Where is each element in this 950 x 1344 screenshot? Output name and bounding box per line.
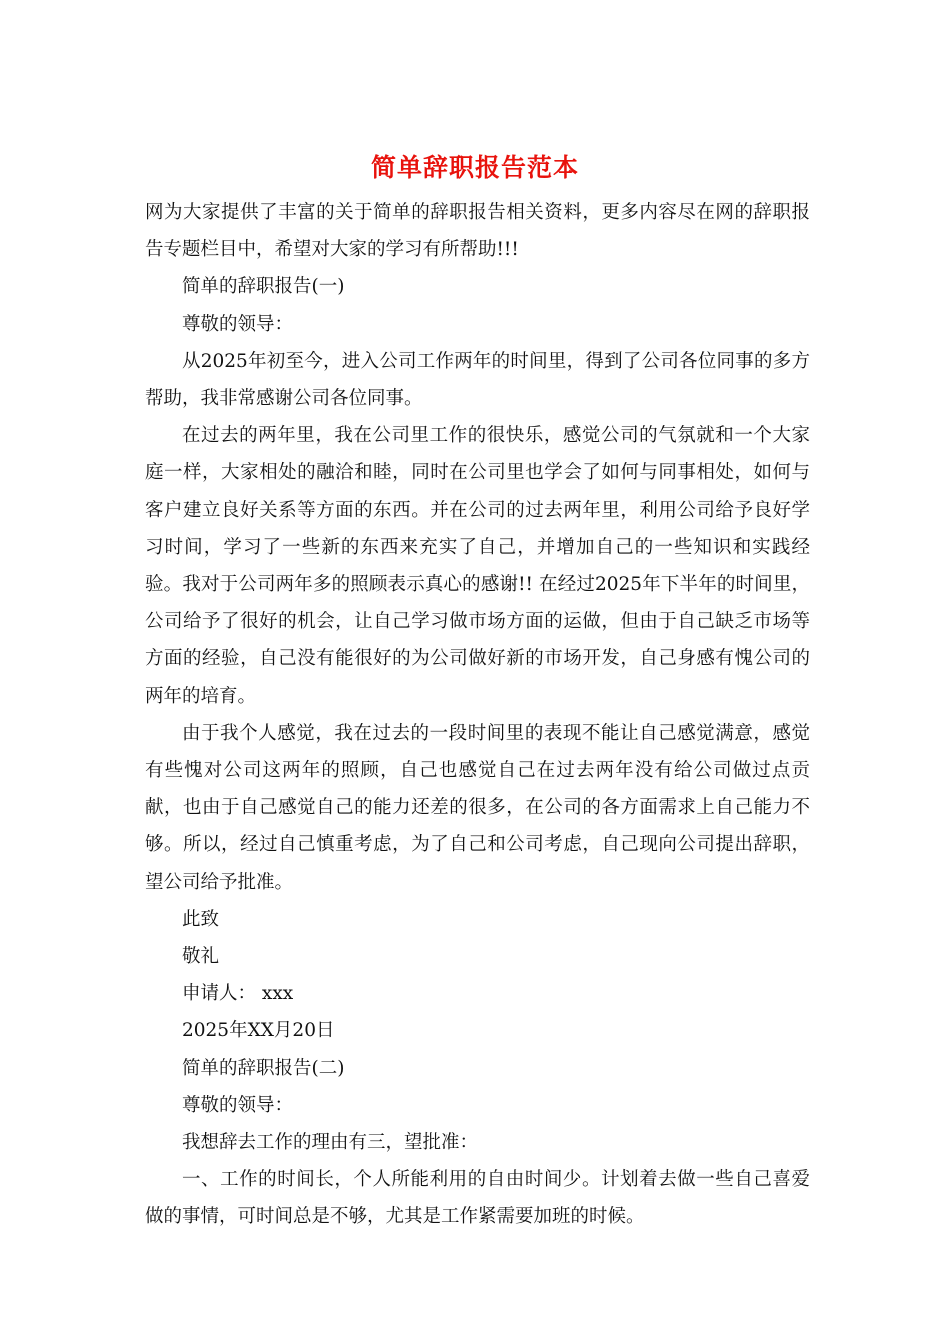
paragraph: 网为大家提供了丰富的关于简单的辞职报告相关资料，更多内容尽在网的辞职报告专题栏目中，希望对大家的学习有所帮助!!! [145,202,810,261]
paragraph: 简单的辞职报告(二) [182,1057,345,1079]
paragraph: 从2025年初至今，进入公司工作两年的时间里，得到了公司各位同事的多方帮助，我非常感谢公司各位同事。 [145,350,810,410]
document-title: 简单辞职报告范本 [370,153,579,182]
paragraph: 简单的辞职报告(一) [182,276,345,298]
document-body [145,194,810,1236]
paragraph: 敬礼 [182,946,220,968]
paragraph: 一、工作的时间长，个人所能利用的自由时间少。计划着去做一些自己喜爱做的事情，可时间总是不够，尤其是工作紧需要加班的时候。 [145,1169,810,1228]
paragraph: 在过去的两年里，我在公司里工作的很快乐，感觉公司的气氛就和一个大家庭一样，大家相处的融洽和睦，同时在公司里也学会了如何与同事相处，如何与客户建立良好关系等方面的东西。并在公司的过去两年里，利用公司给予良好学习时间，学习了一些新的东西来充实了自己，并增加自己的一些知识和实践经验。我对于公司两年多的照顾表示真心的感谢!! 在经过2025年下半年的时间里，公司给予了很好的机会，让自己学习做市场方面的运做，但由于自己缺乏市场等方面的经验，自己没有能很好的为公司做好新的市场开发，自己身感有愧公司的两年的培育。 [145,425,810,707]
paragraph: 尊敬的领导： [182,313,294,335]
paragraph: 我想辞去工作的理由有三，望批准： [182,1132,479,1154]
paragraph: 由于我个人感觉，我在过去的一段时间里的表现不能让自己感觉满意，感觉有些愧对公司这两年的照顾，自己也感觉自己在过去两年没有给公司做过点贡献，也由于自己感觉自己的能力还差的很多，在公司的各方面需求上自己能力不够。所以，经过自己慎重考虑，为了自己和公司考虑，自己现向公司提出辞职，望公司给予批准。 [145,722,810,893]
paragraph: 2025年XX月20日 [182,1020,335,1042]
paragraph: 尊敬的领导： [182,1094,294,1116]
paragraph: 申请人： xxx [182,983,294,1005]
paragraph: 此致 [182,908,220,930]
